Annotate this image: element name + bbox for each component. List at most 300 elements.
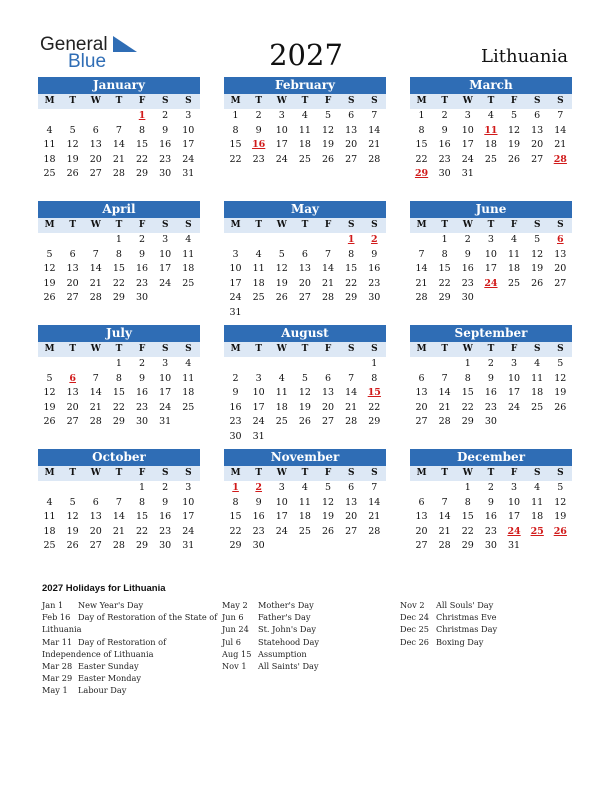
- holiday-name: Mother's Day: [258, 600, 314, 610]
- month-march: [410, 77, 572, 182]
- weekday-label: F: [324, 96, 332, 106]
- holiday-date: Mar 11: [42, 636, 73, 647]
- day-cell: 9: [162, 496, 169, 508]
- holiday-name: Easter Sunday: [78, 661, 139, 672]
- day-cell: 4: [301, 110, 308, 121]
- weekday-label: S: [557, 220, 564, 230]
- holiday-item: [42, 611, 217, 623]
- day-cell: 12: [66, 139, 79, 151]
- day-cell: 23: [229, 416, 242, 428]
- day-cell: 6: [534, 110, 541, 121]
- day-cell: 23: [368, 277, 381, 289]
- weekday-label: F: [138, 220, 146, 230]
- holiday-day-cell: 29: [414, 168, 429, 180]
- day-cell: 30: [484, 416, 497, 428]
- day-cell: 9: [371, 248, 378, 260]
- day-cell: 14: [368, 496, 381, 508]
- day-cell: 30: [438, 168, 451, 180]
- day-cell: 14: [415, 263, 428, 275]
- day-cell: 24: [508, 401, 521, 413]
- weekday-label: W: [462, 220, 473, 230]
- day-cell: 15: [112, 387, 125, 399]
- day-cell: 23: [484, 401, 497, 413]
- weekday-label: T: [441, 344, 449, 354]
- day-cell: 24: [275, 153, 288, 165]
- month-title: March: [410, 77, 572, 94]
- day-cell: 24: [252, 416, 265, 428]
- day-cell: 30: [136, 292, 149, 304]
- day-cell: 28: [368, 525, 381, 537]
- day-cell: 22: [415, 153, 428, 165]
- day-cell: 5: [511, 110, 518, 121]
- day-cell: 20: [415, 401, 428, 413]
- day-cell: 24: [182, 525, 195, 537]
- day-cell: 16: [229, 401, 242, 413]
- day-cell: 11: [298, 496, 311, 508]
- weekday-label: M: [44, 220, 55, 230]
- day-cell: 12: [322, 124, 335, 136]
- weekday-header: [224, 342, 386, 357]
- weekday-label: S: [161, 96, 169, 106]
- day-cell: 11: [43, 511, 56, 523]
- day-cell: 23: [252, 153, 265, 165]
- day-cell: 21: [322, 277, 335, 289]
- day-cell: 28: [345, 416, 358, 428]
- day-cell: 16: [136, 263, 149, 275]
- day-cell: 5: [557, 358, 564, 369]
- day-cell: 10: [159, 248, 172, 260]
- weekday-label: S: [371, 96, 378, 106]
- empty-cell: [84, 233, 107, 248]
- month-title: September: [410, 325, 572, 342]
- day-cell: 9: [139, 372, 146, 384]
- day-cell: 8: [418, 124, 425, 136]
- day-cell: 16: [252, 511, 265, 523]
- holiday-date: Mar 28: [42, 661, 73, 672]
- month-title: April: [38, 201, 200, 218]
- weekday-label: T: [487, 220, 495, 230]
- day-cell: 27: [298, 292, 311, 304]
- day-cell: 2: [441, 110, 448, 121]
- holiday-item: [42, 660, 217, 672]
- weekday-label: F: [324, 344, 332, 354]
- weekday-label: T: [487, 468, 495, 478]
- holiday-date: Nov 1: [222, 661, 247, 672]
- day-cell: 6: [348, 482, 355, 493]
- day-cell: 18: [252, 277, 265, 289]
- month-title: May: [224, 201, 386, 218]
- day-cell: 30: [484, 540, 497, 552]
- day-cell: 20: [415, 525, 428, 537]
- day-cell: 25: [298, 525, 311, 537]
- empty-cell: [433, 481, 456, 496]
- holiday-day-cell: 6: [557, 234, 564, 245]
- day-cell: 5: [278, 248, 285, 260]
- day-cell: 22: [112, 277, 125, 289]
- weekday-label: S: [161, 220, 169, 230]
- day-cell: 5: [534, 234, 541, 245]
- day-cell: 25: [298, 153, 311, 165]
- day-cell: 18: [43, 525, 56, 537]
- day-cell: 13: [345, 124, 358, 136]
- day-cell: 2: [464, 234, 471, 245]
- day-cell: 30: [229, 430, 242, 442]
- day-cell: 12: [554, 496, 567, 508]
- day-cell: 19: [66, 153, 79, 165]
- day-cell: 4: [511, 234, 518, 245]
- weekday-label: F: [324, 220, 332, 230]
- day-cell: 28: [322, 292, 335, 304]
- day-cell: 10: [182, 496, 195, 508]
- day-cell: 26: [298, 416, 311, 428]
- day-cell: 18: [298, 511, 311, 523]
- day-cell: 8: [464, 496, 471, 508]
- weekday-header: [38, 94, 200, 109]
- day-cell: 28: [112, 168, 125, 180]
- weekday-label: W: [276, 468, 287, 478]
- day-cell: 5: [325, 110, 332, 121]
- weekday-header: [224, 94, 386, 109]
- day-cell: 24: [159, 401, 172, 413]
- empty-cell: [61, 481, 84, 496]
- weekday-label: W: [90, 468, 101, 478]
- empty-cell: [270, 357, 293, 372]
- day-cell: 14: [554, 124, 567, 136]
- day-cell: 19: [298, 401, 311, 413]
- weekday-header: [38, 342, 200, 357]
- day-cell: 18: [43, 153, 56, 165]
- day-cell: 24: [182, 153, 195, 165]
- day-cell: 28: [438, 540, 451, 552]
- day-cell: 28: [415, 292, 428, 304]
- holiday-day-cell: 6: [69, 372, 76, 384]
- empty-cell: [340, 357, 363, 372]
- holiday-date: Dec 25: [400, 624, 430, 635]
- day-cell: 14: [368, 124, 381, 136]
- weekday-label: S: [557, 344, 564, 354]
- day-cell: 9: [255, 124, 262, 136]
- day-cell: 6: [418, 372, 425, 384]
- day-cell: 10: [508, 496, 521, 508]
- weekday-label: T: [255, 344, 263, 354]
- holiday-day-cell: 25: [530, 525, 544, 537]
- month-april: [38, 201, 200, 306]
- holiday-day-cell: 2: [255, 482, 262, 493]
- day-cell: 25: [182, 401, 195, 413]
- calendar-year: 2027: [269, 38, 343, 72]
- day-cell: 15: [461, 511, 474, 523]
- day-cell: 17: [229, 277, 242, 289]
- day-cell: 12: [298, 387, 311, 399]
- day-cell: 11: [275, 387, 288, 399]
- day-cell: 6: [92, 124, 99, 136]
- day-cell: 1: [232, 110, 239, 121]
- day-cell: 24: [229, 292, 242, 304]
- day-cell: 10: [252, 387, 265, 399]
- holiday-date: Nov 2: [400, 600, 425, 610]
- day-cell: 26: [554, 401, 567, 413]
- day-cell: 7: [418, 248, 425, 260]
- day-cell: 6: [325, 372, 332, 384]
- day-cell: 13: [415, 511, 428, 523]
- day-cell: 3: [487, 234, 494, 245]
- day-cell: 24: [461, 153, 474, 165]
- day-cell: 30: [252, 540, 265, 552]
- day-cell: 17: [275, 139, 288, 151]
- day-cell: 25: [531, 401, 544, 413]
- day-cell: 10: [275, 496, 288, 508]
- day-cell: 15: [136, 139, 149, 151]
- day-cell: 12: [531, 248, 544, 260]
- day-cell: 13: [66, 387, 79, 399]
- day-grid: [38, 481, 200, 554]
- day-cell: 8: [115, 372, 122, 384]
- month-january: [38, 77, 200, 182]
- day-cell: 20: [345, 511, 358, 523]
- day-cell: 29: [229, 540, 242, 552]
- holiday-day-cell: 1: [138, 110, 146, 121]
- day-cell: 14: [112, 139, 125, 151]
- day-cell: 22: [136, 153, 149, 165]
- day-cell: 28: [112, 540, 125, 552]
- day-cell: 3: [464, 110, 471, 121]
- day-cell: 27: [415, 416, 428, 428]
- day-cell: 5: [69, 124, 76, 136]
- day-cell: 21: [438, 401, 451, 413]
- day-cell: 5: [69, 496, 76, 508]
- weekday-label: M: [44, 468, 55, 478]
- holiday-name: All Saints' Day: [258, 661, 319, 672]
- holiday-item: [42, 684, 217, 696]
- empty-cell: [410, 357, 433, 372]
- day-cell: 20: [322, 401, 335, 413]
- day-cell: 4: [534, 358, 541, 369]
- weekday-header: [38, 466, 200, 481]
- holiday-day-cell: 11: [484, 124, 498, 136]
- empty-cell: [410, 233, 433, 248]
- month-title: November: [224, 449, 386, 466]
- day-cell: 30: [368, 292, 381, 304]
- day-grid: [38, 233, 200, 306]
- day-cell: 29: [136, 168, 149, 180]
- day-cell: 21: [112, 153, 125, 165]
- day-cell: 13: [298, 263, 311, 275]
- holiday-name: Christmas Eve: [436, 612, 497, 623]
- weekday-label: M: [416, 220, 427, 230]
- weekday-header: [410, 466, 572, 481]
- day-cell: 28: [368, 153, 381, 165]
- weekday-label: S: [371, 220, 378, 230]
- weekday-label: W: [276, 344, 287, 354]
- holiday-date: May 2: [222, 600, 248, 610]
- weekday-label: F: [138, 468, 146, 478]
- day-cell: 8: [371, 372, 378, 384]
- day-cell: 17: [275, 511, 288, 523]
- day-cell: 6: [69, 248, 76, 260]
- day-grid: [38, 357, 200, 430]
- day-cell: 17: [159, 263, 172, 275]
- empty-cell: [247, 233, 270, 248]
- holiday-name: Boxing Day: [436, 636, 484, 647]
- day-cell: 31: [461, 168, 474, 180]
- day-cell: 2: [232, 372, 239, 384]
- logo-text-general: General: [40, 34, 108, 55]
- day-cell: 12: [43, 263, 56, 275]
- weekday-header: [410, 94, 572, 109]
- weekday-header: [224, 218, 386, 233]
- day-cell: 22: [461, 525, 474, 537]
- day-cell: 16: [484, 387, 497, 399]
- day-cell: 4: [185, 234, 192, 245]
- weekday-label: T: [69, 96, 77, 106]
- holiday-day-cell: 26: [553, 525, 567, 537]
- weekday-label: M: [416, 468, 427, 478]
- weekday-label: T: [301, 96, 309, 106]
- empty-cell: [107, 109, 130, 124]
- weekday-label: T: [115, 96, 123, 106]
- weekday-label: T: [441, 468, 449, 478]
- day-cell: 11: [508, 248, 521, 260]
- weekday-label: S: [347, 220, 355, 230]
- day-cell: 8: [139, 496, 146, 508]
- weekday-label: S: [161, 344, 169, 354]
- weekday-label: M: [44, 344, 55, 354]
- day-cell: 7: [348, 372, 355, 384]
- day-cell: 6: [418, 496, 425, 508]
- weekday-header: [38, 218, 200, 233]
- holiday-column: [400, 599, 497, 648]
- day-cell: 4: [255, 248, 262, 260]
- day-cell: 3: [162, 234, 169, 245]
- day-cell: 28: [89, 416, 102, 428]
- day-cell: 4: [534, 482, 541, 493]
- holiday-item: [400, 636, 497, 648]
- empty-cell: [317, 233, 340, 248]
- day-cell: 19: [275, 277, 288, 289]
- day-cell: 23: [484, 525, 497, 537]
- holiday-name: Easter Monday: [78, 673, 142, 684]
- day-cell: 30: [159, 168, 172, 180]
- day-cell: 3: [232, 248, 239, 260]
- empty-cell: [38, 481, 61, 496]
- month-august: [224, 325, 386, 445]
- day-cell: 17: [508, 511, 521, 523]
- day-cell: 18: [298, 139, 311, 151]
- day-cell: 27: [66, 416, 79, 428]
- weekday-label: S: [557, 96, 564, 106]
- logo-text-blue: Blue: [68, 51, 107, 72]
- day-cell: 18: [182, 387, 195, 399]
- day-cell: 4: [278, 372, 285, 384]
- day-cell: 2: [139, 234, 146, 245]
- day-cell: 10: [484, 248, 497, 260]
- day-cell: 26: [43, 292, 56, 304]
- weekday-label: W: [90, 220, 101, 230]
- weekday-label: F: [138, 96, 146, 106]
- day-cell: 22: [229, 153, 242, 165]
- day-cell: 14: [89, 387, 102, 399]
- holiday-item: [42, 672, 217, 684]
- weekday-label: F: [510, 468, 518, 478]
- day-cell: 29: [461, 540, 474, 552]
- day-cell: 1: [464, 482, 471, 493]
- day-cell: 29: [136, 540, 149, 552]
- holiday-item: [42, 623, 217, 635]
- weekday-label: T: [301, 344, 309, 354]
- day-cell: 3: [278, 110, 285, 121]
- day-cell: 3: [511, 482, 518, 493]
- day-cell: 27: [322, 416, 335, 428]
- day-cell: 18: [182, 263, 195, 275]
- day-cell: 8: [464, 372, 471, 384]
- day-cell: 17: [461, 139, 474, 151]
- day-cell: 15: [461, 387, 474, 399]
- holiday-date: Jul 6: [222, 636, 241, 647]
- day-cell: 21: [554, 139, 567, 151]
- day-cell: 11: [531, 372, 544, 384]
- day-cell: 31: [252, 430, 265, 442]
- empty-cell: [293, 357, 316, 372]
- day-cell: 1: [441, 234, 448, 245]
- weekday-label: T: [255, 220, 263, 230]
- weekday-label: F: [510, 96, 518, 106]
- empty-cell: [38, 357, 61, 372]
- day-cell: 12: [322, 496, 335, 508]
- weekday-label: T: [441, 96, 449, 106]
- weekday-label: S: [533, 220, 541, 230]
- empty-cell: [61, 233, 84, 248]
- holiday-item: [42, 599, 217, 611]
- day-cell: 13: [66, 263, 79, 275]
- day-cell: 18: [275, 401, 288, 413]
- empty-cell: [410, 481, 433, 496]
- day-cell: 19: [66, 525, 79, 537]
- weekday-label: W: [90, 344, 101, 354]
- day-cell: 4: [301, 482, 308, 493]
- day-cell: 26: [322, 525, 335, 537]
- day-cell: 31: [182, 168, 195, 180]
- month-may: [224, 201, 386, 321]
- day-cell: 25: [252, 292, 265, 304]
- weekday-label: T: [115, 344, 123, 354]
- day-cell: 27: [345, 153, 358, 165]
- day-cell: 20: [345, 139, 358, 151]
- day-cell: 2: [162, 110, 169, 121]
- holiday-date: May 1: [42, 685, 68, 696]
- weekday-label: F: [510, 220, 518, 230]
- day-cell: 25: [508, 277, 521, 289]
- day-cell: 18: [484, 139, 497, 151]
- weekday-label: T: [487, 96, 495, 106]
- day-cell: 26: [66, 540, 79, 552]
- empty-cell: [247, 357, 270, 372]
- day-cell: 15: [229, 139, 242, 151]
- day-cell: 28: [89, 292, 102, 304]
- month-february: [224, 77, 386, 167]
- weekday-label: M: [230, 220, 241, 230]
- weekday-label: T: [255, 96, 263, 106]
- day-cell: 8: [139, 124, 146, 136]
- day-cell: 3: [185, 482, 192, 493]
- empty-cell: [293, 233, 316, 248]
- day-cell: 4: [487, 110, 494, 121]
- day-cell: 15: [112, 263, 125, 275]
- holiday-day-cell: 1: [347, 234, 355, 245]
- day-cell: 6: [301, 248, 308, 260]
- weekday-label: T: [69, 344, 77, 354]
- day-cell: 13: [89, 511, 102, 523]
- day-cell: 6: [348, 110, 355, 121]
